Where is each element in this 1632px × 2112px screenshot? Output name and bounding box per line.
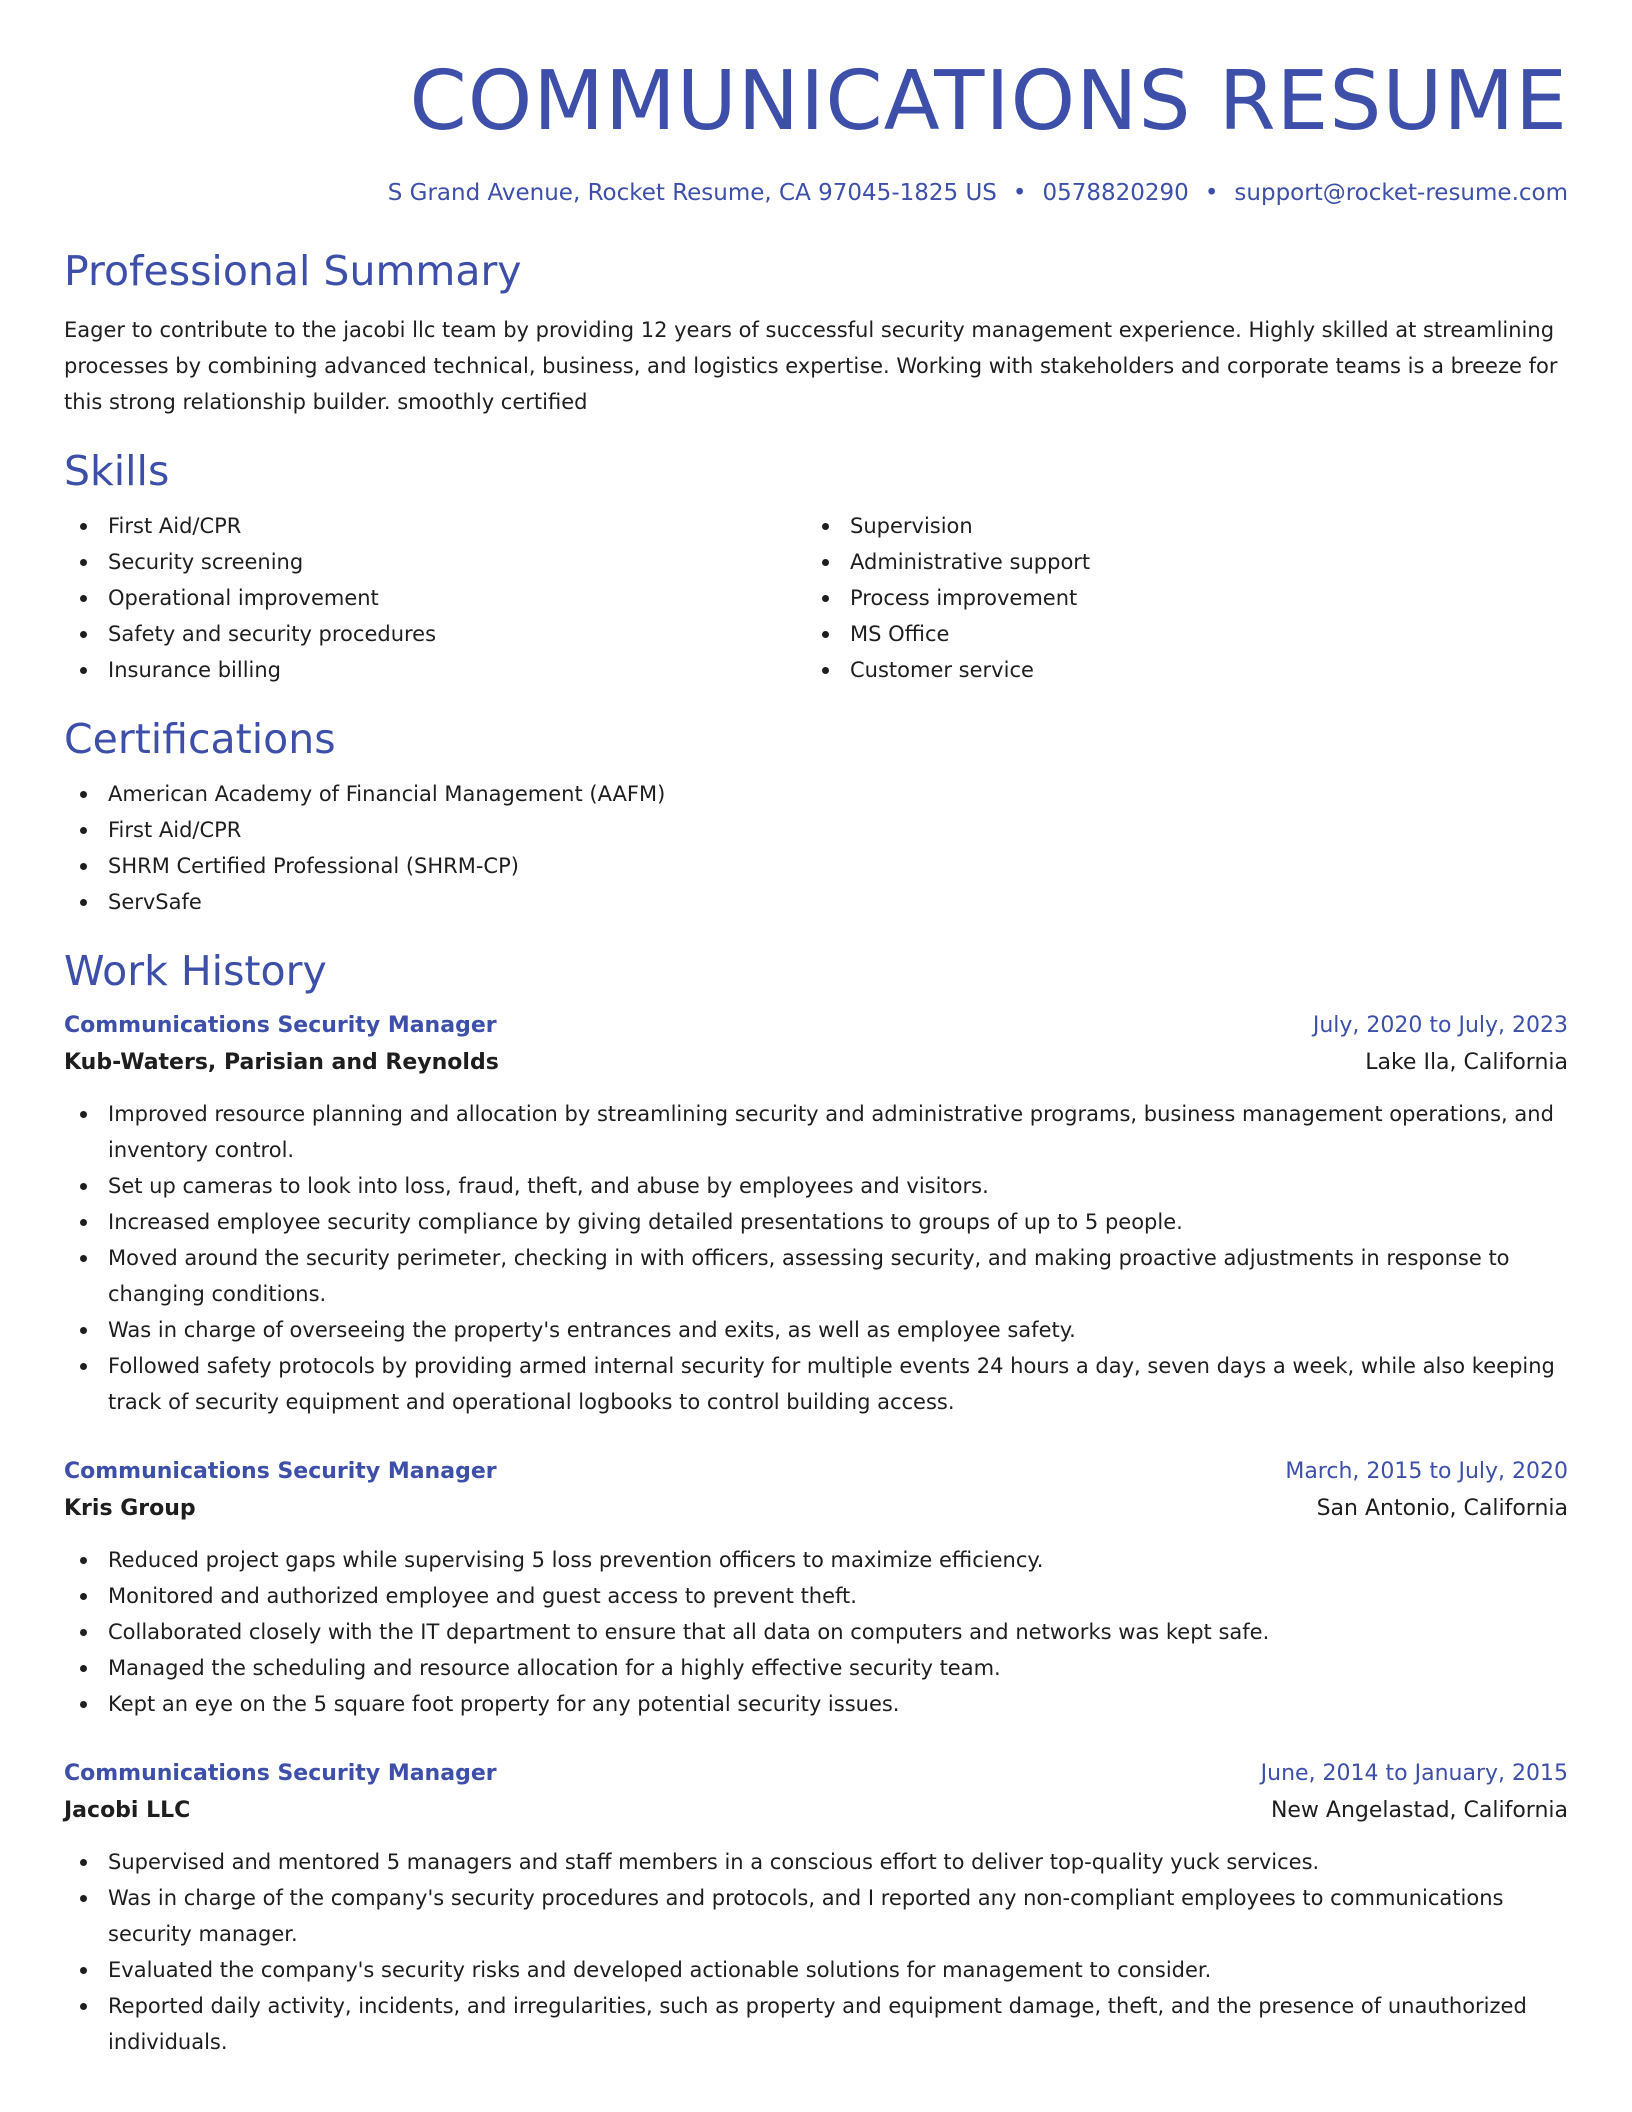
job-entry: [64, 1008, 1568, 1420]
summary-text: Eager to contribute to the jacobi llc team by providing 12 years of successful security management experience. Highly skilled at streamlining processes by combining advanced technical, business, and logistics expertise. Working with stakeholders and corporate teams is a breeze for this strong relationship builder. smoothly certified: [64, 318, 1558, 414]
skill-item: First Aid/CPR: [64, 508, 806, 544]
job-bullet: Evaluated the company's security risks and developed actionable solutions for management to consider.: [64, 1952, 1568, 1988]
skill-item: Insurance billing: [64, 652, 806, 688]
job-location: New Angelastad, California: [1270, 1798, 1568, 1823]
job-dates: July, 2020 to July, 2023: [1312, 1013, 1568, 1038]
job-bullet: Was in charge of the company's security procedures and protocols, and I reported any non-compliant employees to communications security manager.: [64, 1880, 1568, 1952]
skill-item: Security screening: [64, 544, 806, 580]
job-header-row: [64, 1454, 1568, 1490]
certification-item: First Aid/CPR: [64, 812, 1568, 848]
skills-heading: Skills: [64, 447, 170, 495]
job-header-row: [64, 1756, 1568, 1792]
skill-item: Administrative support: [806, 544, 1548, 580]
job-bullet: Managed the scheduling and resource allocation for a highly effective security team.: [64, 1650, 1568, 1686]
contact-phone: 0578820290: [1042, 180, 1189, 206]
job-location: San Antonio, California: [1316, 1496, 1568, 1521]
job-bullet: Supervised and mentored 5 managers and staff members in a conscious effort to deliver top-quality yuck services.: [64, 1844, 1568, 1880]
job-company-row: [64, 1490, 1568, 1528]
job-bullet: Set up cameras to look into loss, fraud, theft, and abuse by employees and visitors.: [64, 1168, 1568, 1204]
contact-separator: •: [1012, 180, 1027, 206]
job-bullet: Monitored and authorized employee and guest access to prevent theft.: [64, 1578, 1568, 1614]
job-company-row: [64, 1792, 1568, 1830]
job-company-row: [64, 1044, 1568, 1082]
skill-item: Safety and security procedures: [64, 616, 806, 652]
job-dates: June, 2014 to January, 2015: [1260, 1761, 1568, 1786]
job-bullet: Increased employee security compliance by giving detailed presentations to groups of up to 5 people.: [64, 1204, 1568, 1240]
job-role: Communications Security Manager: [64, 1761, 497, 1786]
work-history-heading: Work History: [64, 947, 327, 995]
skills-columns: [64, 508, 1568, 688]
job-bullets: [64, 1542, 1568, 1722]
job-company: Kris Group: [64, 1496, 196, 1521]
resume-title: COMMUNICATIONS RESUME: [409, 54, 1568, 149]
job-bullets: [64, 1844, 1568, 2060]
job-bullet: Followed safety protocols by providing armed internal security for multiple events 24 hours a day, seven days a week, while also keeping track of security equipment and operational logbooks to control building access.: [64, 1348, 1568, 1420]
resume-header: [64, 0, 1568, 208]
job-bullets: [64, 1096, 1568, 1420]
job-bullet: Collaborated closely with the IT department to ensure that all data on computers and networks was kept safe.: [64, 1614, 1568, 1650]
contact-separator: •: [1204, 180, 1219, 206]
contact-address: S Grand Avenue, Rocket Resume, CA 97045-1825 US: [387, 180, 997, 206]
job-bullet: Kept an eye on the 5 square foot property for any potential security issues.: [64, 1686, 1568, 1722]
skill-item: Process improvement: [806, 580, 1548, 616]
skill-item: MS Office: [806, 616, 1548, 652]
job-location: Lake Ila, California: [1365, 1050, 1568, 1075]
job-entry: [64, 1454, 1568, 1722]
certification-item: American Academy of Financial Management (AAFM): [64, 776, 1568, 812]
skills-list-left: [64, 508, 806, 688]
job-bullet: Was in charge of overseeing the property's entrances and exits, as well as employee safety.: [64, 1312, 1568, 1348]
skills-list-right: [806, 508, 1548, 688]
job-bullet: Reduced project gaps while supervising 5 loss prevention officers to maximize efficiency.: [64, 1542, 1568, 1578]
certifications-list: [64, 776, 1568, 920]
certification-item: ServSafe: [64, 884, 1568, 920]
job-role: Communications Security Manager: [64, 1013, 497, 1038]
job-bullet: Improved resource planning and allocation by streamlining security and administrative programs, business management operations, and inventory control.: [64, 1096, 1568, 1168]
job-bullet: Moved around the security perimeter, checking in with officers, assessing security, and making proactive adjustments in response to changing conditions.: [64, 1240, 1568, 1312]
job-bullet: Reported daily activity, incidents, and irregularities, such as property and equipment damage, theft, and the presence of unauthorized individuals.: [64, 1988, 1568, 2060]
job-dates: March, 2015 to July, 2020: [1285, 1459, 1568, 1484]
job-company: Kub-Waters, Parisian and Reynolds: [64, 1050, 499, 1075]
contact-email[interactable]: support@rocket-resume.com: [1234, 180, 1568, 206]
summary-heading: Professional Summary: [64, 247, 522, 295]
certifications-heading: Certifications: [64, 715, 336, 763]
skill-item: Operational improvement: [64, 580, 806, 616]
job-header-row: [64, 1008, 1568, 1044]
job-role: Communications Security Manager: [64, 1459, 497, 1484]
job-company: Jacobi LLC: [64, 1798, 191, 1823]
skill-item: Customer service: [806, 652, 1548, 688]
contact-line: [64, 178, 1568, 208]
skill-item: Supervision: [806, 508, 1548, 544]
certification-item: SHRM Certified Professional (SHRM-CP): [64, 848, 1568, 884]
job-entry: [64, 1756, 1568, 2060]
